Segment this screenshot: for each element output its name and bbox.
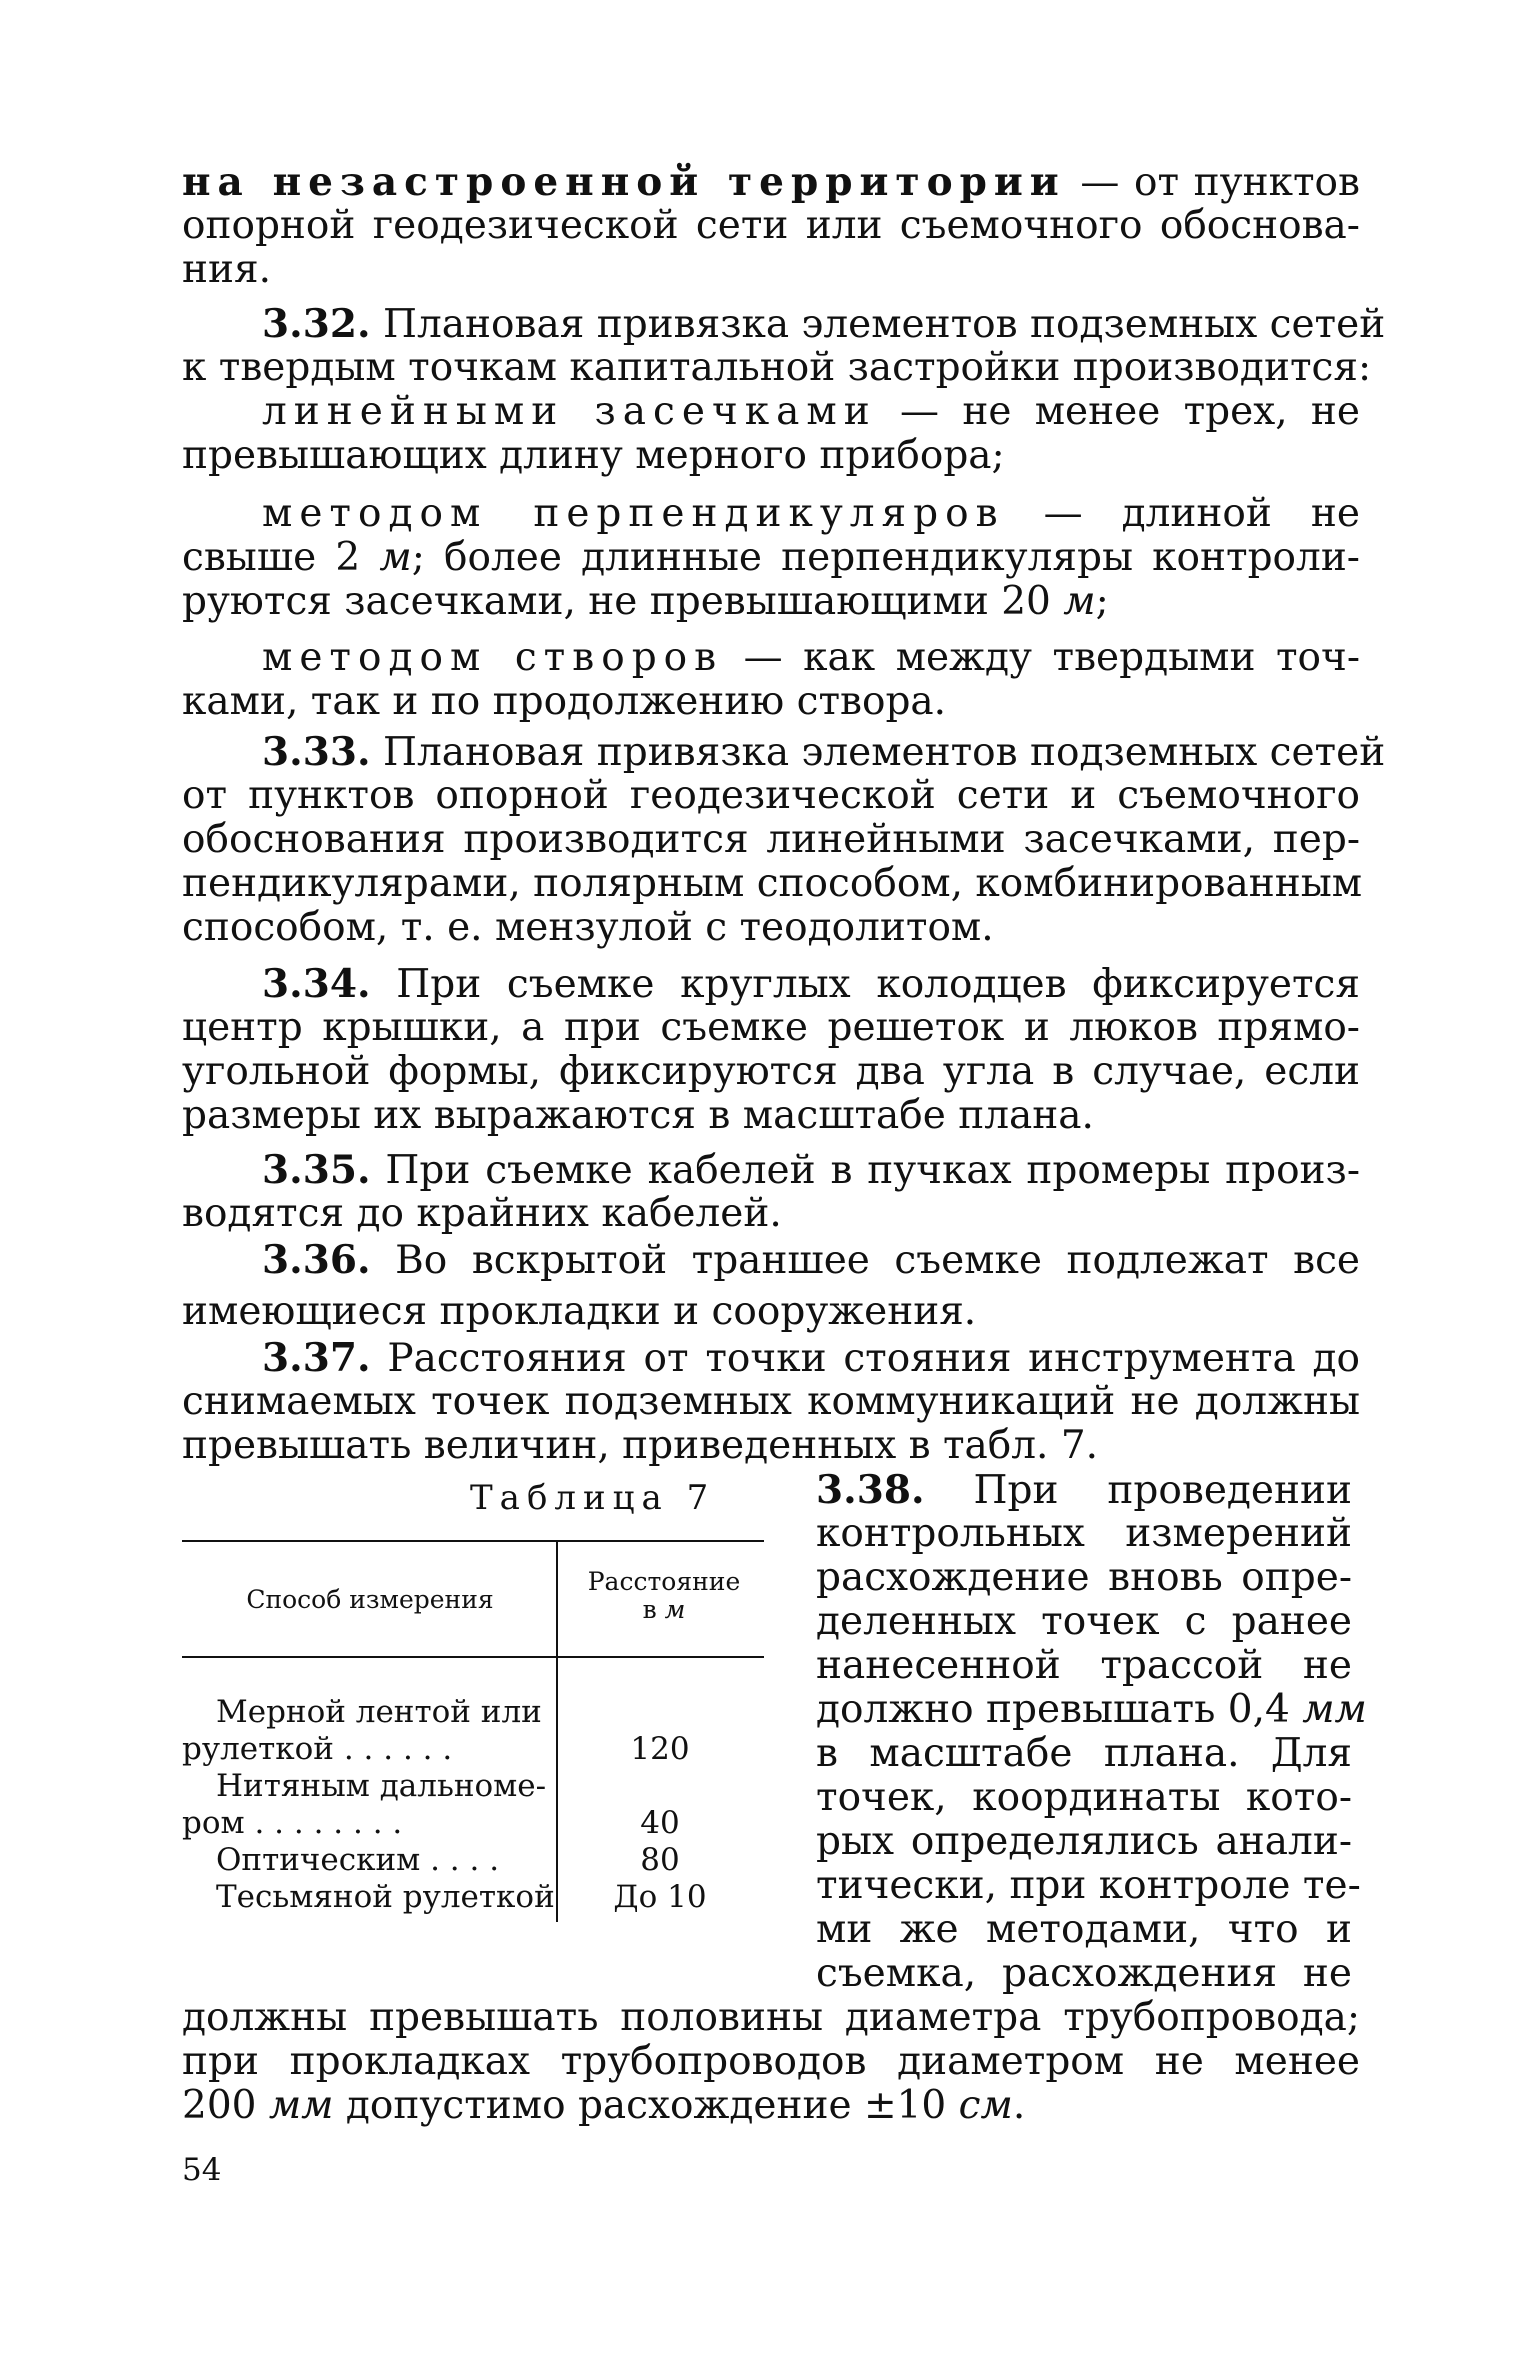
text-line: снимаемых точек подземных коммуникаций не должны [182, 1379, 1360, 1424]
section-number: 3.38. [816, 1467, 925, 1513]
text-line: обоснования производится линейными засечками, пер- [182, 817, 1360, 862]
text-line: 3.35. При съемке кабелей в пучках промеры произ- [262, 1147, 1360, 1193]
table-cell-method: Нитяным дальноме- [216, 1768, 547, 1804]
text-line: превышающих длину мерного прибора; [182, 433, 1005, 478]
table-cell-distance: До 10 [613, 1879, 707, 1915]
table-cell-method: ром . . . . . . . . [182, 1805, 403, 1841]
text-line: 3.36. Во вскрытой траншее съемке подлежат все [262, 1237, 1360, 1283]
text-line: методом створов — как между твердыми точ- [262, 635, 1361, 680]
table-caption: Таблица 7 [470, 1478, 716, 1518]
text-line: 3.37. Расстояния от точки стояния инструмента до [262, 1335, 1360, 1381]
emphasized-term: на незастроенной территории [182, 159, 1066, 205]
table-cell-distance: 40 [640, 1805, 680, 1841]
text-line: в масштабе плана. Для [816, 1731, 1352, 1776]
table-cell-method: рулеткой . . . . . . [182, 1731, 453, 1767]
text-line: тически, при контроле те- [816, 1863, 1361, 1908]
section-number: 3.33. [262, 729, 371, 775]
emphasized-term: методом перпендикуляров [262, 491, 1005, 536]
text-line: опорной геодезической сети или съемочного обоснова- [182, 203, 1360, 248]
section-number: 3.37. [262, 1335, 371, 1381]
text-line: расхождение вновь опре- [816, 1555, 1352, 1600]
text-line: методом перпендикуляров — длиной не [262, 491, 1360, 536]
text-line: имеющиеся прокладки и сооружения. [182, 1289, 977, 1334]
table-cell-distance: 80 [640, 1842, 680, 1878]
text-line: ми же методами, что и [816, 1907, 1352, 1952]
table-header-method: Способ измерения [246, 1585, 494, 1614]
text-line: способом, т. е. мензулой с теодолитом. [182, 905, 994, 950]
text-line: угольной формы, фиксируются два угла в случае, если [182, 1049, 1360, 1094]
text-line: свыше 2 м; более длинные перпендикуляры контроли- [182, 535, 1360, 580]
text-line: центр крышки, а при съемке решеток и люков прямо- [182, 1005, 1360, 1050]
text-line: съемка, расхождения не [816, 1951, 1352, 1996]
emphasized-term: линейными засечками [262, 389, 877, 434]
table-cell-method: Тесьмяной рулеткой [216, 1879, 555, 1915]
table-rule-top [182, 1540, 764, 1542]
text-line: 3.33. Плановая привязка элементов подземных сетей [262, 729, 1386, 775]
text-line: 3.38. При проведении [816, 1467, 1352, 1513]
text-line: точек, координаты кото- [816, 1775, 1352, 1820]
text-line: 3.32. Плановая привязка элементов подземных сетей [262, 301, 1386, 347]
text-line: от пунктов опорной геодезической сети и съемочного [182, 773, 1360, 818]
text-line: должны превышать половины диаметра трубопровода; [182, 1995, 1360, 2040]
table-rule-header [182, 1656, 764, 1658]
text-line: ния. [182, 247, 271, 292]
text-line: пендикулярами, полярным способом, комбинированным [182, 861, 1363, 906]
text-line: превышать величин, приведенных в табл. 7. [182, 1423, 1099, 1468]
text-line: руются засечками, не превышающими 20 м; [182, 579, 1109, 624]
text-line: водятся до крайних кабелей. [182, 1191, 782, 1236]
text-line: линейными засечками — не менее трех, не [262, 389, 1361, 434]
emphasized-term: методом створов [262, 635, 724, 680]
text-line: на незастроенной территории — от пунктов [182, 159, 1360, 205]
text-line: размеры их выражаются в масштабе плана. [182, 1093, 1094, 1138]
section-number: 3.35. [262, 1147, 371, 1193]
table-cell-method: Мерной лентой или [216, 1694, 542, 1730]
text-line: контрольных измерений [816, 1511, 1352, 1556]
table-cell-distance: 120 [630, 1731, 690, 1767]
section-number: 3.34. [262, 961, 371, 1007]
page-number: 54 [182, 2152, 222, 2188]
text-line: ками, так и по продолжению створа. [182, 679, 947, 724]
text-line: при прокладках трубопроводов диаметром не менее [182, 2039, 1360, 2084]
text-line: деленных точек с ранее [816, 1599, 1352, 1644]
section-number: 3.36. [262, 1237, 371, 1283]
text-line: рых определялись анали- [816, 1819, 1352, 1864]
text-line: нанесенной трассой не [816, 1643, 1352, 1688]
table-column-divider [556, 1542, 558, 1922]
text-line: 3.34. При съемке круглых колодцев фиксируется [262, 961, 1360, 1007]
table-cell-method: Оптическим . . . . [216, 1842, 500, 1878]
text-line: к твердым точкам капитальной застройки производится: [182, 345, 1372, 390]
text-line: должно превышать 0,4 мм [816, 1687, 1367, 1732]
table-header-distance: Расстояние в м [587, 1567, 741, 1624]
text-line: 200 мм допустимо расхождение ±10 см. [182, 2083, 1026, 2128]
section-number: 3.32. [262, 301, 371, 347]
